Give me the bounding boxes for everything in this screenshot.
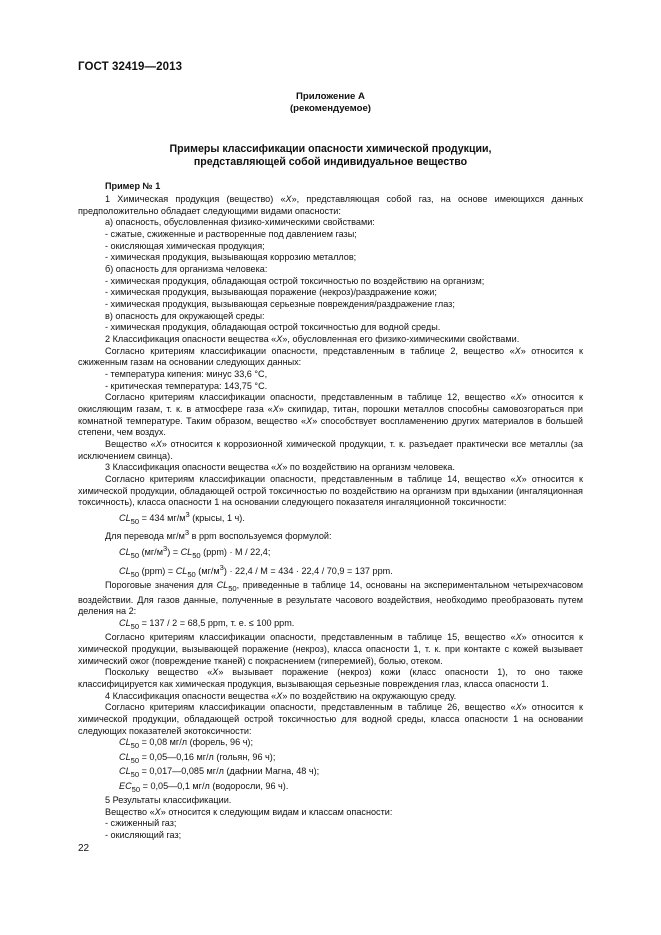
list-heading: в) опасность для окружающей среды:: [105, 310, 265, 321]
paragraph: Для перевода $мг/м^3$ в ppm воспользуемся формулой:: [105, 528, 332, 542]
formula-line: $CL_{50} = 137 / 2 = 68,5$ ppm, т. е. ≤ 100 ppm.: [119, 617, 295, 631]
appendix-label: Приложение А: [296, 91, 365, 102]
list-item: - окисляющая химическая продукция;: [105, 240, 265, 251]
title-line-2: представляющей собой индивидуальное вещество: [193, 156, 468, 168]
paragraph: Согласно критериям классификации опасности, представленным в таблице 15, вещество «X» относится к химической продукции, вызывающей поражение (некроз), класса опасности 1, т. к. при контакте с кожей вызывает химический ожог (повреждение тканей) с покраснением (гиперемией), болью, отеком.: [78, 632, 583, 666]
paragraph: Согласно критериям классификации опасности, представленным в таблице 14, вещество «X» относится к химической продукции, обладающей острой токсичностью по воздействию на организм при вдыхании (ингаляционная токсичность), класса опасности 1 на основании следующего показателя ингаляционной токсичности:: [78, 473, 583, 508]
paragraph: 5 Результаты классификации.: [105, 795, 232, 806]
paragraph: Вещество «X» относится к следующим видам и классам опасности:: [105, 806, 393, 817]
formula-line: $CL_{50}$ = 0,017—0,085 мг/л (дафнии Магна, 48 ч);: [119, 766, 320, 779]
paragraph: 3 Классификация опасности вещества «X» по воздействию на организм человека.: [105, 462, 455, 473]
paragraph: Поскольку вещество «X» вызывает поражение (некроз) кожи (класс опасности 1), то оно также классифицируется как химическая продукция, вызывающая серьезные повреждения глаз, класса опасности 1.: [78, 667, 583, 689]
list-item: - химическая продукция, обладающая острой токсичностью для водной среды.: [105, 322, 441, 333]
formula-line: $CL_{50} = 0,08$ мг/л (форель, 96 ч);: [119, 737, 253, 751]
title-line-1: Примеры классификации опасности химической продукции,: [169, 143, 492, 155]
standard-number: ГОСТ 32419—2013: [78, 61, 183, 73]
page-number: 22: [78, 843, 90, 854]
appendix-title: [78, 143, 583, 169]
paragraph: 1 Химическая продукция (вещество) «X», представляющая собой газ, на основе имеющихся данных предположительно обладает следующими видами опасности:: [78, 194, 583, 216]
list-item: - сжатые, сжиженные и растворенные под давлением газы;: [105, 229, 357, 240]
formula-line: $CL_{50} = 434$ $мг/м^3$ (крысы, 1 ч).: [119, 509, 245, 526]
appendix-status: (рекомендуемое): [289, 103, 371, 115]
list-item: - температура кипения: минус 33,6 °С,: [105, 369, 268, 379]
list-heading: а) опасность, обусловленная физико-химическими свойствами:: [105, 217, 375, 228]
paragraph: Вещество «X» относится к коррозионной химической продукции, т. к. разъедает практически все металлы (за исключением свинца).: [78, 438, 583, 461]
list-heading: б) опасность для организма человека:: [105, 264, 268, 275]
paragraph: Согласно критериям классификации опасности, представленным в таблице 2, вещество «X» относится к сжиженным газам на основании следующих данных:: [78, 345, 583, 368]
example-heading: Пример № 1: [105, 181, 161, 191]
paragraph: 4 Классификация опасности вещества «X» по воздействию на окружающую среду.: [105, 690, 457, 701]
list-item: - химическая продукция, вызывающая коррозию металлов;: [105, 252, 357, 263]
list-item: - химическая продукция, обладающая острой токсичностью по воздействию на организм;: [105, 275, 485, 286]
list-item: - химическая продукция, вызывающая серьезные повреждения/раздражение глаз;: [105, 299, 455, 310]
paragraph: 2 Классификация опасности вещества «X», обусловленная его физико-химическими свойствами.: [105, 334, 520, 345]
list-item: - окисляющий газ;: [105, 830, 182, 841]
formula-line: $CL_{50}$ $(ppm) = CL_{50}$ $(мг/м^3) \cdot 22,4 / M = 434 \cdot 22,4 / 70,9 = 137$ ppm.: [119, 562, 393, 579]
list-item: - критическая температура: 143,75 °С.: [105, 380, 268, 391]
paragraph: Согласно критериям классификации опасности, представленным в таблице 26, вещество «X» относится к химической продукции, обладающей острой токсичностью для водной среды, класса опасности 1 на основании следующих показателей экотоксичности:: [78, 702, 583, 736]
formula-line: $CL_{50}$ = 0,05—0,16 мг/л (гольян, 96 ч);: [119, 751, 276, 765]
list-item: - сжиженный газ;: [105, 818, 177, 829]
paragraph: Согласно критериям классификации опасности, представленным в таблице 12, вещество «X» относится к окисляющим газам, т. к. в атмосфере газа «X» скипидар, титан, порошки металлов способны самовозгораться при комнатной температуре. Таким образом, вещество «X» способствует воспламенению других материалов в большей степени, чем воздух.: [78, 392, 584, 438]
formula-line: $EC_{50}$ = 0,05—0,1 мг/л (водоросли, 96 ч).: [119, 780, 289, 794]
paragraph: Пороговые значения для $CL_{50}$, приведенные в таблице 14, основаны на экспериментальном четырехчасовом воздействии. Для газов данные, полученные в результате часового воздействия, необходимо преобразовать путем деления на 2:: [78, 580, 584, 617]
appendix-heading: [78, 91, 583, 116]
formula-line: $CL_{50}$ $(мг/м^3) = CL_{50}$ (ppm) · M / 22,4;: [119, 544, 271, 560]
document-body: [78, 181, 583, 842]
list-item: - химическая продукция, вызывающая поражение (некроз)/раздражение кожи;: [105, 287, 437, 298]
